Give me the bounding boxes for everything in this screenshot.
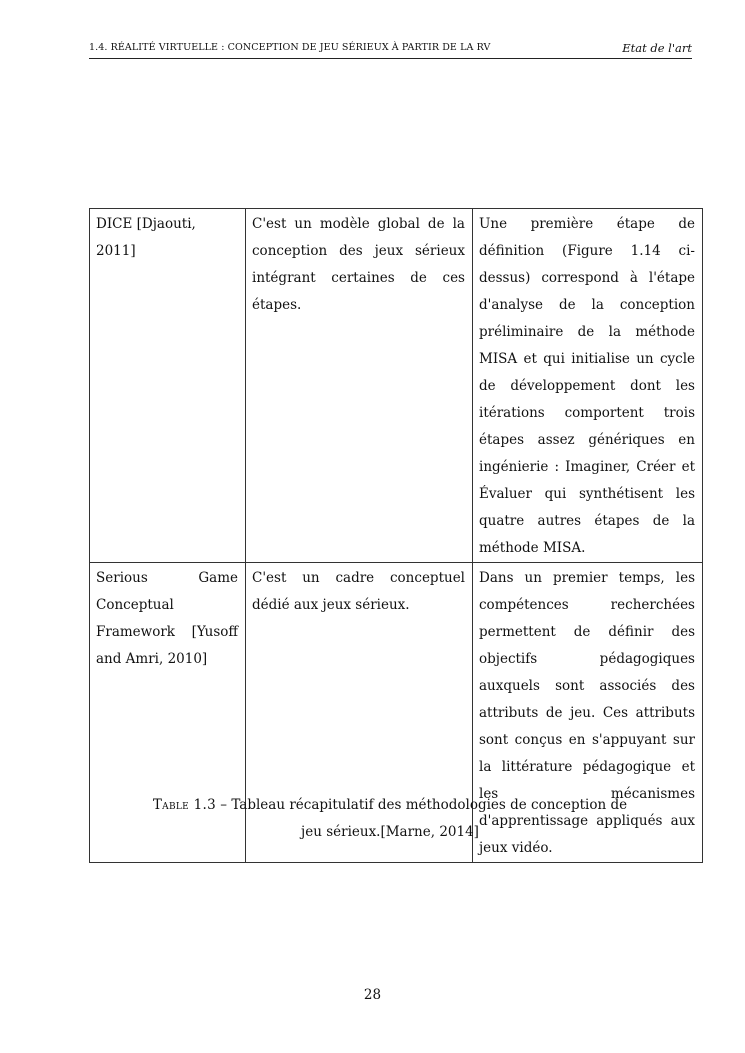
caption-text: – Tableau récapitulatif des méthodologies de conception de jeu sérieux.[Marne, 2014]: [220, 797, 628, 840]
table-row: [90, 209, 703, 563]
method-details: Dans un premier temps, les compétences recherchées permettent de définir des objectifs pédagogiques auxquels sont associés des attributs de jeu. Ces attributs sont conçus en s'appuyant sur la littérature pédagogique et les mécanismes d'apprentissage appliqués aux jeux vidéo.: [479, 570, 695, 856]
method-description: C'est un modèle global de la conception des jeux sérieux intégrant certaines de ces étapes.: [252, 216, 465, 313]
header-chapter-title: Etat de l'art: [622, 41, 692, 55]
method-name-cell: [90, 209, 246, 563]
table-caption: [150, 792, 630, 846]
method-description: C'est un cadre conceptuel dédié aux jeux sérieux.: [252, 570, 465, 613]
method-description-cell: [246, 209, 473, 563]
method-details: Une première étape de définition (Figure 1.14 ci-dessus) correspond à l'étape d'analyse de la conception préliminaire de la méthode MISA et qui initialise un cycle de développement dont les itérations comportent trois étapes assez génériques en ingénierie : Imaginer, Créer et Évaluer qui synthétisent les quatre autres étapes de la méthode MISA.: [479, 216, 695, 556]
method-name: Serious Game Conceptual Framework [Yusoff and Amri, 2010]: [96, 570, 238, 667]
page-number: 28: [363, 987, 382, 1003]
running-header: [89, 40, 692, 59]
caption-label: Table 1.3: [152, 797, 216, 813]
method-name: DICE [Djaouti, 2011]: [96, 216, 196, 259]
methodology-table: [89, 208, 703, 863]
method-details-cell: [473, 209, 703, 563]
header-section-title: 1.4. RÉALITÉ VIRTUELLE : CONCEPTION DE JEU SÉRIEUX À PARTIR DE LA RV: [89, 42, 491, 53]
